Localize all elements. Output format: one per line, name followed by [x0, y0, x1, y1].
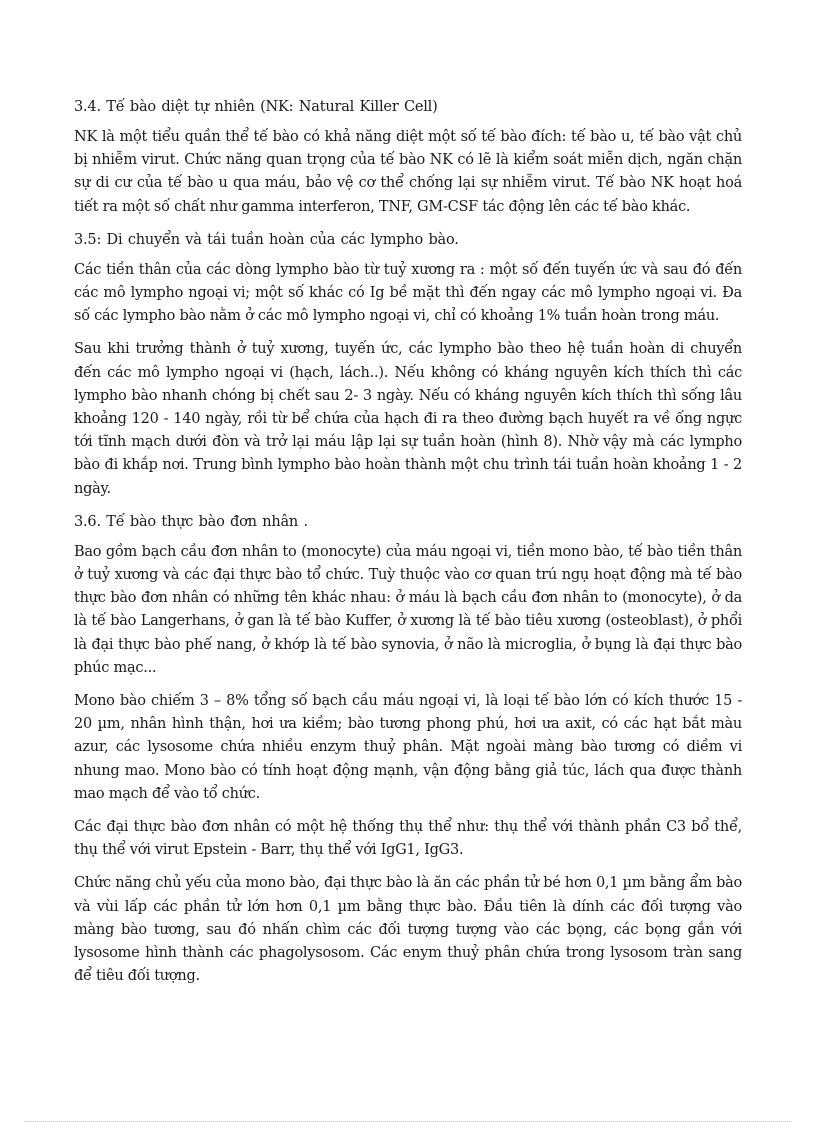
- document-page: [74, 96, 742, 999]
- paragraph: Bao gồm bạch cầu đơn nhân to (monocyte) của máu ngoại vi, tiền mono bào, tế bào tiền thân ở tuỷ xương và các đại thực bào tổ chức. Tuỳ thuộc vào cơ quan trú ngụ hoạt động mà tế bào thực bào đơn nhân có những tên khác nhau: ở máu là bạch cầu đơn nhân to (monocyte), ở da là tế bào Langerhans, ở gan là tế bào Kuffer, ở xương là tế bào tiêu xương (osteoblast), ở phổi là đại thực bào phế nang, ở khớp là tế bào synovia, ở não là microglia, ở bụng là đại thực bào phúc mạc...: [74, 543, 742, 676]
- section-3-6: [74, 511, 742, 989]
- section-heading: 3.4. Tế bào diệt tự nhiên (NK: Natural Killer Cell): [74, 99, 438, 115]
- section-heading: 3.6. Tế bào thực bào đơn nhân .: [74, 513, 308, 530]
- paragraph: Chức năng chủ yếu của mono bào, đại thực bào là ăn các phần tử bé hơn 0,1 µm bằng ẩm bào và vùi lấp các phần tử lớn hơn 0,1 µm bằng thực bào. Đầu tiên là dính các đối tượng vào màng bào tương, sau đó nhấn chìm các đối tượng tượng vào các bọng, các bọng gắn với lysosome hình thành các phagolysosom. Các enym thuỷ phân chứa trong lysosom tràn sang để tiêu đối tượng.: [74, 875, 742, 985]
- section-3-5: [74, 229, 742, 501]
- paragraph: Mono bào chiếm 3 – 8% tổng số bạch cầu máu ngoại vi, là loại tế bào lớn có kích thước 15 - 20 µm, nhân hình thận, hơi ưa kiềm; bào tương phong phú, hơi ưa axit, có các hạt bắt màu azur, các lysosome chứa nhiều enzym thuỷ phân. Mặt ngoài màng bào tương có diềm vi nhung mao. Mono bào có tính hoạt động mạnh, vận động bằng giả túc, lách qua được thành mao mạch để vào tổ chức.: [74, 693, 742, 802]
- paragraph: Các tiền thân của các dòng lympho bào từ tuỷ xương ra : một số đến tuyến ức và sau đó đến các mô lympho ngoại vi; một số khác có Ig bề mặt thì đến ngay các mô lympho ngoại vi. Đa số các lympho bào nằm ở các mô lympho ngoại vi, chỉ có khoảng 1% tuần hoàn trong máu.: [74, 261, 742, 325]
- section-heading: 3.5: Di chuyển và tái tuần hoàn của các lympho bào.: [74, 231, 459, 248]
- paragraph: Sau khi trưởng thành ở tuỷ xương, tuyến ức, các lympho bào theo hệ tuần hoàn di chuyển đến các mô lympho ngoại vi (hạch, lách..). Nếu không có kháng nguyên kích thích thì các lympho bào nhanh chóng bị chết sau 2- 3 ngày. Nếu có kháng nguyên kích thích thì sống lâu khoảng 120 - 140 ngày, rồi từ bể chứa của hạch đi ra theo đường bạch huyết ra về ống ngực tới tĩnh mạch dưới đòn và trở lại máu lập lại sự tuần hoàn (hình 8). Nhờ vậy mà các lympho bào đi khắp nơi. Trung bình lympho bào hoàn thành một chu trình tái tuần hoàn khoảng 1 - 2 ngày.: [74, 341, 742, 497]
- paragraph: Các đại thực bào đơn nhân có một hệ thống thụ thể như: thụ thể với thành phần C3 bổ thể, thụ thể với virut Epstein - Barr, thụ thể với IgG1, IgG3.: [74, 819, 742, 859]
- page-bottom-divider: [24, 1121, 792, 1122]
- section-3-4: [74, 96, 742, 219]
- paragraph: NK là một tiểu quần thể tế bào có khả năng diệt một số tế bào đích: tế bào u, tế bào vật chủ bị nhiễm virut. Chức năng quan trọng của tế bào NK có lẽ là kiểm soát miễn dịch, ngăn chặn sự di cư của tế bào u qua máu, bảo vệ cơ thể chống lại sự nhiễm virut. Tế bào NK hoạt hoá tiết ra một số chất như gamma interferon, TNF, GM-CSF tác động lên các tế bào khác.: [74, 129, 742, 215]
